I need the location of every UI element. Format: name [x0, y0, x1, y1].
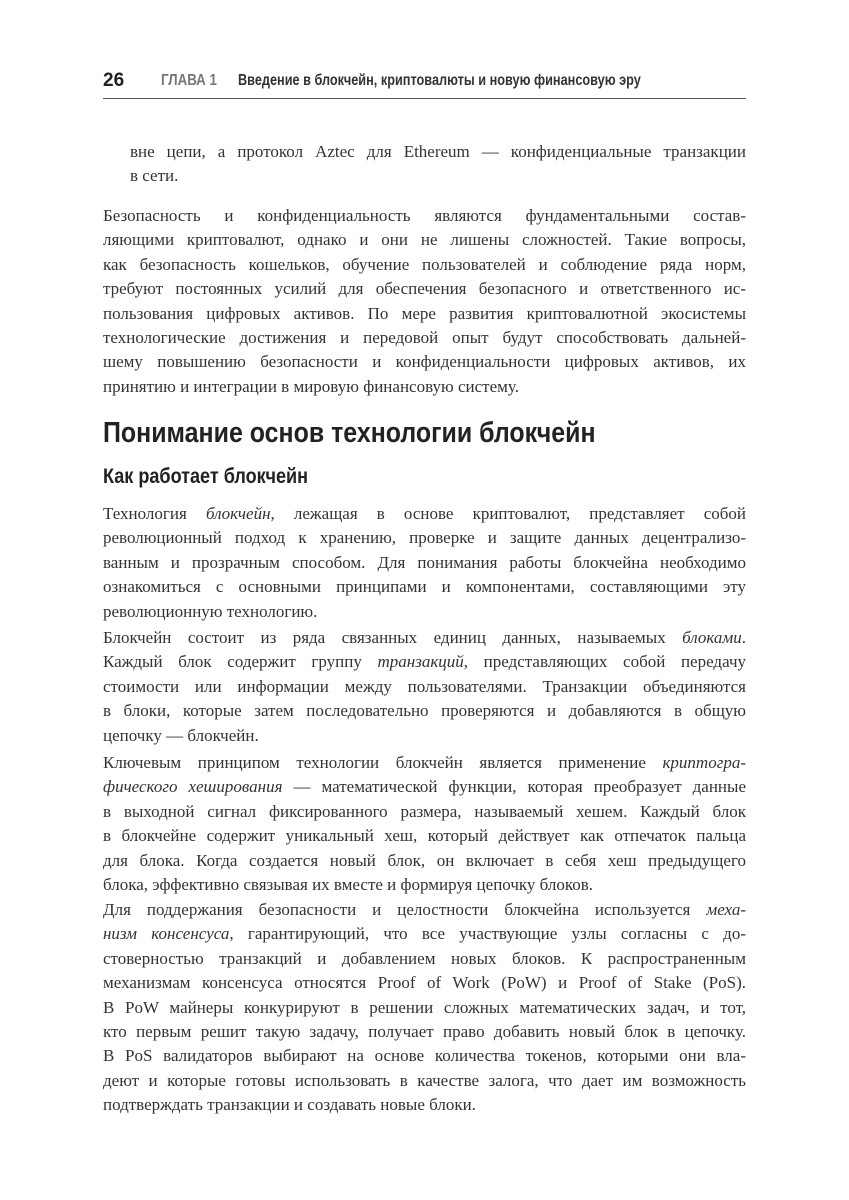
text-segment: вне цепи, а протокол Aztec для Ethereum — конфиденциальные транзакции — [130, 142, 746, 161]
text-segment: Для поддержания безопасности и целостности блокчейна используется — [103, 900, 707, 919]
text-segment: стоимости или информации между пользователями. Транзакции объединяются — [103, 676, 746, 696]
text-line — [103, 922, 746, 946]
italic-term: фического хеширования — [103, 777, 283, 797]
text-line — [130, 164, 746, 188]
paragraph — [103, 898, 746, 1118]
text-line — [103, 1093, 746, 1117]
text-line — [103, 947, 746, 971]
text-segment: , представляющих собой передачу — [463, 652, 746, 672]
running-header — [103, 68, 746, 99]
text-line — [103, 800, 746, 824]
italic-term: блокчейн — [205, 504, 271, 523]
text-segment: деют и которые готовы использовать в качестве залога, что дает им возможность — [103, 1070, 746, 1090]
text-segment: , лежащая в основе криптовалют, представляет собой — [270, 504, 747, 523]
text-line — [103, 600, 746, 624]
paragraph — [103, 751, 746, 897]
text-line — [103, 724, 746, 748]
text-line — [103, 204, 746, 228]
text-segment: кто первым решит такую задачу, получает право добавить новый блок в цепочку. — [103, 1022, 746, 1042]
italic-term: транзакций — [377, 652, 464, 672]
text-segment: требуют постоянных усилий для обеспечения безопасного и ответственного ис- — [103, 279, 746, 299]
paragraph — [130, 140, 746, 189]
text-line — [103, 751, 746, 775]
text-segment: Технология — [103, 504, 206, 523]
text-line — [103, 575, 746, 599]
text-segment: цепочку — блокчейн. — [103, 725, 259, 745]
text-line — [103, 849, 746, 873]
italic-term: меха- — [706, 900, 746, 919]
paragraph — [103, 204, 746, 399]
text-line — [103, 626, 746, 650]
page-number: 26 — [103, 70, 125, 91]
italic-term: блоками — [682, 628, 742, 647]
text-line — [103, 971, 746, 995]
text-segment: блока, эффективно связывая их вместе и формируя цепочку блоков. — [103, 875, 594, 895]
text-segment: революционный подход к хранению, проверке и защите данных децентрализо- — [103, 528, 746, 548]
text-segment: принятию и интеграции в мировую финансовую систему. — [103, 376, 519, 396]
text-segment: механизмам консенсуса относятся Proof of Work (PoW) и Proof of Stake (PoS). — [103, 973, 746, 993]
chapter-title: Введение в блокчейн, криптовалюты и новую финансовую эру — [238, 72, 641, 89]
text-line — [103, 824, 746, 848]
text-segment: Безопасность и конфиденциальность являются фундаментальными состав- — [103, 206, 746, 225]
italic-term: низм консенсуса — [103, 924, 230, 944]
text-segment: подтверждать транзакции и создавать новые блоки. — [103, 1095, 476, 1115]
text-line — [103, 699, 746, 723]
text-line — [103, 253, 746, 277]
text-segment: ляющими криптовалют, однако и они не лишены сложностей. Такие вопросы, — [103, 230, 746, 250]
text-segment: шему повышению безопасности и конфиденциальности цифровых активов, их — [103, 352, 746, 372]
text-line — [130, 140, 746, 164]
chapter-label: ГЛАВА 1 — [161, 72, 217, 89]
text-line — [103, 375, 746, 399]
text-line — [103, 502, 746, 526]
text-line — [103, 1044, 746, 1068]
italic-term: криптогра- — [662, 753, 746, 772]
text-segment: . — [741, 628, 746, 647]
text-line — [103, 675, 746, 699]
text-line — [103, 1069, 746, 1093]
text-segment: В PoW майнеры конкурируют в решении сложных математических задач, и тот, — [103, 997, 746, 1017]
text-segment: ванным и прозрачным способом. Для понимания работы блокчейна необходимо — [103, 552, 746, 572]
text-line — [103, 228, 746, 252]
text-line — [103, 996, 746, 1020]
text-segment: революционную технологию. — [103, 601, 318, 621]
text-line — [103, 650, 746, 674]
text-segment: в сети. — [130, 166, 179, 186]
text-segment: Каждый блок содержит группу — [103, 652, 378, 672]
text-line — [103, 775, 746, 799]
text-segment: пользования цифровых активов. По мере развития криптовалютной экосистемы — [103, 303, 746, 323]
text-line — [103, 302, 746, 326]
subsection-heading: Как работает блокчейн — [103, 465, 309, 488]
paragraph — [103, 626, 746, 748]
text-segment: как безопасность кошельков, обучение пользователей и соблюдение ряда норм, — [103, 254, 746, 274]
text-line — [103, 526, 746, 550]
text-segment: В PoS валидаторов выбирают на основе количества токенов, которыми они вла- — [103, 1046, 746, 1066]
text-line — [103, 873, 746, 897]
text-segment: Ключевым принципом технологии блокчейн является применение — [103, 753, 663, 772]
paragraph — [103, 502, 746, 624]
text-segment: технологические достижения и передовой опыт будут способствовать дальней- — [103, 328, 746, 348]
text-line — [103, 277, 746, 301]
text-segment: в блоки, которые затем последовательно проверяются и добавляются в общую — [103, 701, 746, 721]
text-segment: для блока. Когда создается новый блок, он включает в себя хеш предыдущего — [103, 850, 746, 870]
text-segment: в выходной сигнал фиксированного размера, называемый хешем. Каждый блок — [103, 801, 746, 821]
text-line — [103, 898, 746, 922]
text-line — [103, 350, 746, 374]
text-segment: , гарантирующий, что все участвующие узлы согласны с до- — [229, 924, 746, 944]
text-segment: ознакомиться с основными принципами и компонентами, составляющими эту — [103, 577, 746, 597]
section-heading: Понимание основ технологии блокчейн — [103, 417, 596, 449]
text-segment: Блокчейн состоит из ряда связанных единиц данных, называемых — [103, 628, 683, 647]
text-segment: — математической функции, которая преобразует данные — [282, 777, 746, 797]
text-segment: стоверностью транзакций и добавлением новых блоков. К распространенным — [103, 948, 746, 968]
text-segment: в блокчейне содержит уникальный хеш, который действует как отпечаток пальца — [103, 826, 746, 846]
text-line — [103, 551, 746, 575]
text-line — [103, 1020, 746, 1044]
text-line — [103, 326, 746, 350]
